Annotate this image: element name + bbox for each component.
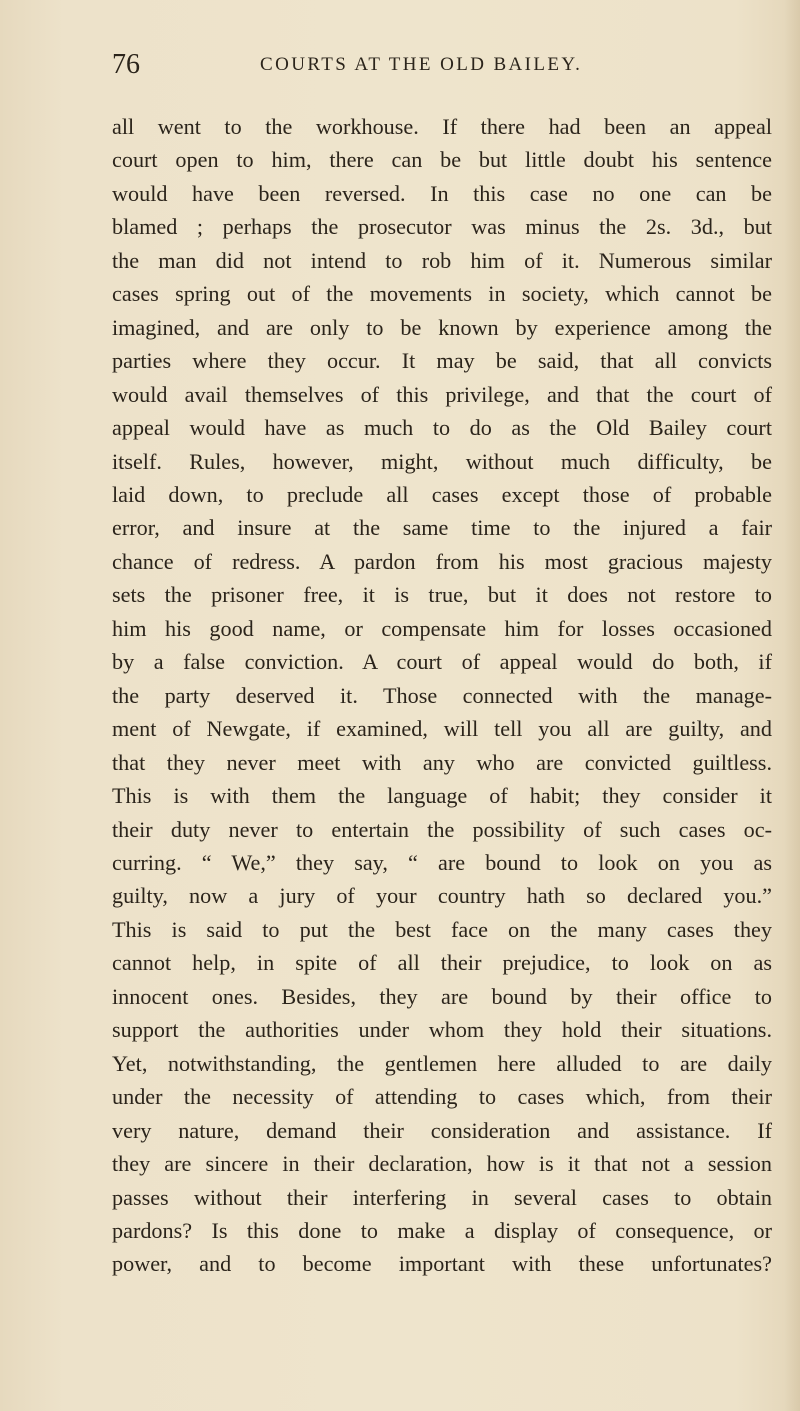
- text-line: by a false conviction. A court of appeal would do both, if: [112, 649, 772, 675]
- text-line: This is said to put the best face on the many cases they: [112, 916, 772, 942]
- text-line: itself. Rules, however, might, without much difficulty, be: [112, 448, 772, 474]
- text-line: innocent ones. Besides, they are bound by their office to: [112, 983, 772, 1009]
- text-line: power, and to become important with these unfortunates?: [112, 1251, 772, 1277]
- text-line: the party deserved it. Those connected with the manage-: [112, 682, 772, 708]
- text-line: sets the prisoner free, it is true, but it does not restore to: [112, 582, 772, 608]
- text-line: him his good name, or compensate him for losses occasioned: [112, 615, 772, 641]
- text-line: This is with them the language of habit; they consider it: [112, 783, 772, 809]
- text-line: passes without their interfering in several cases to obtain: [112, 1184, 772, 1210]
- text-line: pardons? Is this done to make a display of consequence, or: [112, 1217, 772, 1243]
- text-line: would have been reversed. In this case no one can be: [112, 180, 772, 206]
- text-line: under the necessity of attending to cases which, from their: [112, 1084, 772, 1110]
- text-line: Yet, notwithstanding, the gentlemen here alluded to are daily: [112, 1050, 772, 1076]
- text-line: would avail themselves of this privilege, and that the court of: [112, 381, 772, 407]
- text-line: all went to the workhouse. If there had been an appeal: [112, 114, 772, 139]
- text-line: they are sincere in their declaration, how is it that not a session: [112, 1151, 772, 1177]
- text-line: support the authorities under whom they hold their situations.: [112, 1017, 772, 1043]
- body-text: [112, 110, 772, 1281]
- text-line: cases spring out of the movements in society, which cannot be: [112, 281, 772, 307]
- page-number: 76: [112, 49, 140, 80]
- text-line: curring. “ We,” they say, “ are bound to look on you as: [112, 849, 772, 875]
- text-line: the man did not intend to rob him of it. Numerous similar: [112, 247, 772, 273]
- running-head: [112, 48, 772, 82]
- text-line: ment of Newgate, if examined, will tell you all are guilty, and: [112, 716, 772, 742]
- text-line: guilty, now a jury of your country hath so declared you.”: [112, 883, 772, 909]
- text-line: that they never meet with any who are convicted guiltless.: [112, 749, 772, 775]
- text-line: very nature, demand their consideration and assistance. If: [112, 1117, 772, 1143]
- text-line: court open to him, there can be but little doubt his sentence: [112, 147, 772, 173]
- running-title: COURTS AT THE OLD BAILEY.: [260, 54, 583, 75]
- text-line: blamed ; perhaps the prosecutor was minus the 2s. 3d., but: [112, 214, 772, 240]
- text-line: imagined, and are only to be known by experience among the: [112, 314, 772, 340]
- text-line: laid down, to preclude all cases except those of probable: [112, 481, 772, 507]
- text-line: their duty never to entertain the possibility of such cases oc-: [112, 816, 772, 842]
- text-line: chance of redress. A pardon from his most gracious majesty: [112, 548, 772, 574]
- text-line: cannot help, in spite of all their prejudice, to look on as: [112, 950, 772, 976]
- text-line: parties where they occur. It may be said, that all convicts: [112, 348, 772, 374]
- text-line: error, and insure at the same time to the injured a fair: [112, 515, 772, 541]
- text-line: appeal would have as much to do as the Old Bailey court: [112, 415, 772, 441]
